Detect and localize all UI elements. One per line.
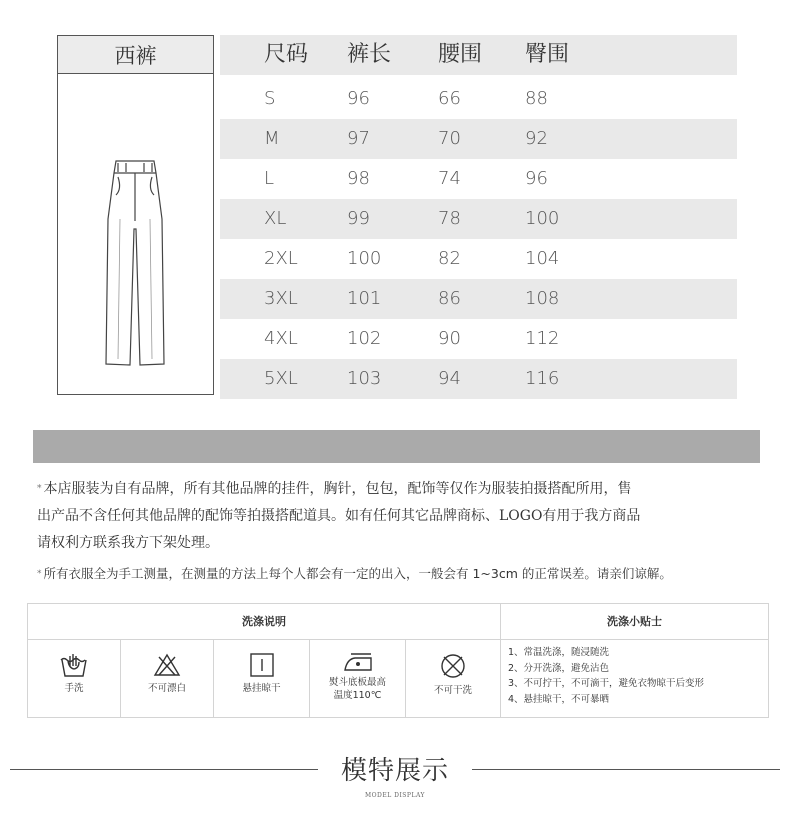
care-tips-list (508, 645, 704, 707)
hip-cell: 108 (525, 288, 560, 309)
iron-110-icon (341, 650, 375, 674)
list-item: 4、悬挂晾干，不可暴晒 (508, 693, 610, 705)
size-table (220, 35, 737, 398)
care-label: 手洗 (64, 683, 84, 694)
measure-notice (37, 563, 767, 585)
table-row (220, 279, 737, 319)
size-cell: 4XL (264, 328, 298, 349)
hip-cell: 116 (525, 368, 560, 389)
care-label-line: 熨斗底板最高 (328, 677, 386, 688)
size-cell: XL (264, 208, 287, 229)
length-cell: 98 (347, 168, 370, 189)
garment-panel (57, 35, 214, 395)
size-cell: 3XL (264, 288, 298, 309)
waist-cell: 78 (438, 208, 461, 229)
no-dry-clean-icon (439, 652, 467, 680)
list-item: 2、分开洗涤，避免沾色 (508, 662, 610, 674)
size-cell: 2XL (264, 248, 298, 269)
length-cell: 99 (347, 208, 370, 229)
care-label: 不可干洗 (433, 685, 472, 696)
header-waist: 腰围 (438, 42, 483, 67)
header-length: 裤长 (347, 42, 392, 67)
length-cell: 102 (347, 328, 382, 349)
care-item-hang-dry (214, 640, 310, 717)
trousers-illustration (104, 159, 166, 369)
care-label: 悬挂晾干 (242, 683, 281, 694)
table-row (220, 359, 737, 399)
hip-cell: 104 (525, 248, 560, 269)
model-display-subtitle: MODEL DISPLAY (364, 792, 425, 799)
list-item: 3、不可拧干，不可滴干，避免衣物晾干后变形 (508, 678, 705, 689)
care-item-iron (310, 640, 406, 717)
brand-notice-line: * 本店服装为自有品牌，所有其他品牌的挂件，胸针，包包，配饰等仅作为服装拍摄搭配所用，售 (37, 481, 632, 497)
waist-cell: 86 (438, 288, 461, 309)
size-chart (57, 35, 737, 398)
hang-dry-icon (248, 652, 276, 678)
list-item: 1、常温洗涤，随浸随洗 (508, 647, 610, 658)
length-cell: 103 (347, 368, 382, 389)
brand-notice-line: 请权利方联系我方下架处理。 (37, 535, 219, 551)
waist-cell: 82 (438, 248, 461, 269)
care-label-line: 温度110℃ (333, 690, 382, 701)
table-row (220, 119, 737, 159)
length-cell: 100 (347, 248, 382, 269)
care-tips-title: 洗涤小贴士 (501, 604, 768, 640)
care-item-no-bleach (121, 640, 214, 717)
header-size: 尺码 (264, 42, 309, 67)
table-row (220, 239, 737, 279)
size-cell: L (264, 168, 275, 189)
footer-line-right (472, 769, 780, 770)
hip-cell: 112 (525, 328, 560, 349)
table-row (220, 79, 737, 119)
table-row (220, 199, 737, 239)
bullet-star: * (37, 484, 42, 494)
brand-notice (37, 476, 767, 557)
waist-cell: 90 (438, 328, 461, 349)
care-instructions-title: 洗涤说明 (28, 604, 501, 640)
measure-notice-text: 所有衣服全为手工测量，在测量的方法上每个人都会有一定的出入，一般会有 1~3cm 的正常误差。请亲们谅解。 (43, 566, 672, 581)
waist-cell: 94 (438, 368, 461, 389)
footer-line-left (10, 769, 318, 770)
brand-notice-line: 出产品不含任何其他品牌的配饰等拍摄搭配道具。如有任何其它品牌商标、LOGO有用于我方商品 (37, 508, 641, 524)
waist-cell: 74 (438, 168, 461, 189)
table-row (220, 319, 737, 359)
size-cell: 5XL (264, 368, 298, 389)
care-item-hand-wash (28, 640, 121, 717)
hip-cell: 96 (525, 168, 548, 189)
waist-cell: 70 (438, 128, 461, 149)
no-bleach-icon (153, 652, 181, 678)
hip-cell: 92 (525, 128, 548, 149)
care-item-no-dry-clean (406, 640, 501, 717)
table-row (220, 159, 737, 199)
size-cell: M (264, 128, 280, 149)
size-cell: S (264, 88, 276, 109)
length-cell: 97 (347, 128, 370, 149)
garment-label: 西裤 (58, 36, 213, 74)
header-hip: 臀围 (525, 42, 570, 67)
divider-bar (33, 430, 760, 463)
size-table-header-row (220, 35, 737, 75)
length-cell: 101 (347, 288, 382, 309)
length-cell: 96 (347, 88, 370, 109)
waist-cell: 66 (438, 88, 461, 109)
hip-cell: 88 (525, 88, 548, 109)
hand-wash-icon (59, 652, 89, 678)
bullet-star: * (37, 569, 42, 579)
care-label: 不可漂白 (147, 683, 186, 694)
hip-cell: 100 (525, 208, 560, 229)
model-display-title: 模特展示 (340, 756, 449, 786)
